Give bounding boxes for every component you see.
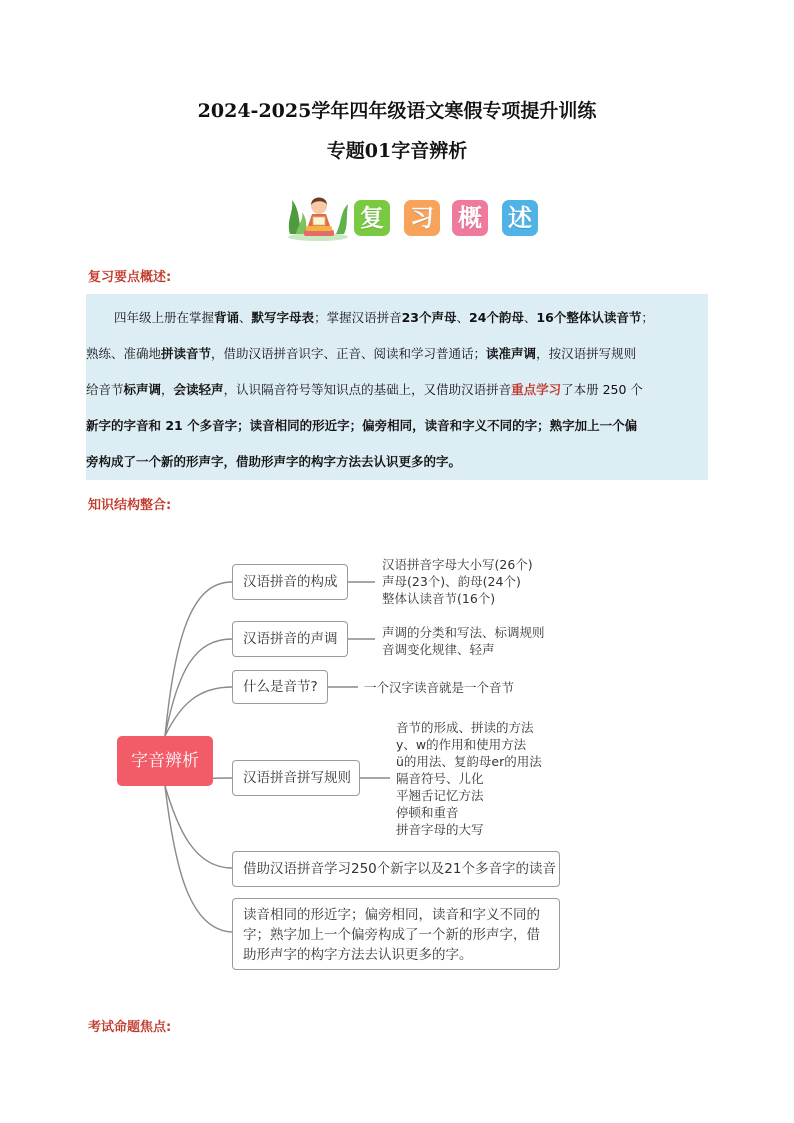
leaf-tone-classification: 声调的分类和写法、标调规则 [382, 625, 545, 640]
summary-text: 了本册 250 个 [561, 382, 643, 397]
mindmap-root: 字音辨析 [117, 736, 213, 786]
summary-text: ， [161, 382, 174, 397]
summary-line-3 [86, 380, 708, 398]
leaf-flat-retroflex: 平翘舌记忆方法 [396, 788, 484, 803]
summary-highlight: 重点学习 [511, 382, 562, 397]
banner-tile-gai: 概 [452, 200, 488, 236]
summary-bold: 会读轻声 [173, 382, 224, 397]
leaf-syllable-formation: 音节的形成、拼读的方法 [396, 720, 534, 735]
girl-reading-illustration [284, 190, 352, 242]
summary-bold: 标声调 [123, 382, 162, 397]
summary-bold: 16个整体认读音节 [536, 310, 642, 325]
review-overview-banner [284, 190, 546, 242]
branch-new-characters: 借助汉语拼音学习250个新字以及21个多音字的读音 [232, 851, 560, 887]
summary-bold: 旁构成了一个新的形声字，借助形声字的构字方法去认识更多的字。 [86, 454, 462, 469]
summary-bold: 24个韵母 [469, 310, 524, 325]
branch-text-line: 读音相同的形近字；偏旁相同，读音和字义不同的 [243, 907, 540, 923]
review-points-heading: 复习要点概述: [88, 270, 172, 285]
summary-text: ，认识隔音符号等知识点的基础上，又借助汉语拼音 [223, 382, 512, 397]
review-summary-box [86, 294, 708, 480]
leaf-whole-syllables: 整体认读音节(16个) [382, 591, 496, 606]
leaf-u-er-usage: ü的用法、复韵母er的用法 [396, 754, 542, 769]
summary-text: 熟练、准确地 [86, 346, 162, 361]
leaf-capital-letters: 拼音字母的大写 [396, 822, 484, 837]
summary-text: 四年级上册在掌握 [114, 310, 215, 325]
banner-tile-xi: 习 [404, 200, 440, 236]
summary-bold: 读准声调 [486, 346, 537, 361]
summary-text: 给音节 [86, 382, 124, 397]
branch-spelling-rules: 汉语拼音拼写规则 [232, 760, 360, 796]
summary-text: 、 [239, 310, 252, 325]
document-subtitle: 专题01字音辨析 [326, 140, 468, 162]
summary-text: 、 [523, 310, 537, 325]
branch-pinyin-tones: 汉语拼音的声调 [232, 621, 348, 657]
leaf-pause-stress: 停顿和重音 [396, 805, 459, 820]
summary-text: 、 [456, 310, 469, 325]
summary-line-5 [86, 452, 708, 470]
leaf-syllable-definition: 一个汉字读音就是一个音节 [364, 680, 515, 695]
summary-bold: 默写字母表 [251, 310, 315, 325]
mindmap [0, 520, 794, 990]
knowledge-structure-heading: 知识结构整合: [88, 498, 172, 513]
banner-tile-shu: 述 [502, 200, 538, 236]
summary-bold: 背诵 [214, 310, 240, 325]
leaf-tone-changes: 音调变化规律、轻声 [382, 642, 495, 657]
leaf-letters: 汉语拼音字母大小写(26个) [382, 557, 533, 572]
summary-text: ，借助汉语拼音识字、正音、阅读和学习普通话； [211, 346, 487, 361]
branch-similar-characters [232, 898, 560, 970]
exam-focus-heading: 考试命题焦点: [88, 1020, 172, 1035]
summary-bold: 新字的字音和 21 个多音字；读音相同的形近字；偏旁相同，读音和字义不同的字；熟字加上一个偏 [86, 418, 638, 433]
branch-text-line: 字；熟字加上一个偏旁构成了一个新的形声字，借 [243, 927, 540, 943]
document-title: 2024-2025学年四年级语文寒假专项提升训练 [197, 100, 597, 122]
banner-tile-fu: 复 [354, 200, 390, 236]
summary-line-4 [86, 416, 708, 434]
leaf-separator-erhua: 隔音符号、儿化 [396, 771, 484, 786]
branch-text-line: 助形声字的构字方法去认识更多的字。 [243, 947, 473, 963]
summary-line-2 [86, 344, 708, 362]
summary-text: ；掌握汉语拼音 [314, 310, 402, 325]
summary-line-1 [86, 308, 736, 326]
summary-text: ； [641, 310, 654, 325]
summary-bold: 23个声母 [401, 310, 457, 325]
summary-text: ，按汉语拼写规则 [536, 346, 637, 361]
leaf-initials-finals: 声母(23个)、韵母(24个) [382, 574, 521, 589]
summary-bold: 拼读音节 [161, 346, 212, 361]
branch-pinyin-composition: 汉语拼音的构成 [232, 564, 348, 600]
branch-what-is-syllable: 什么是音节? [232, 670, 328, 704]
leaf-y-w-usage: y、w的作用和使用方法 [396, 737, 527, 752]
